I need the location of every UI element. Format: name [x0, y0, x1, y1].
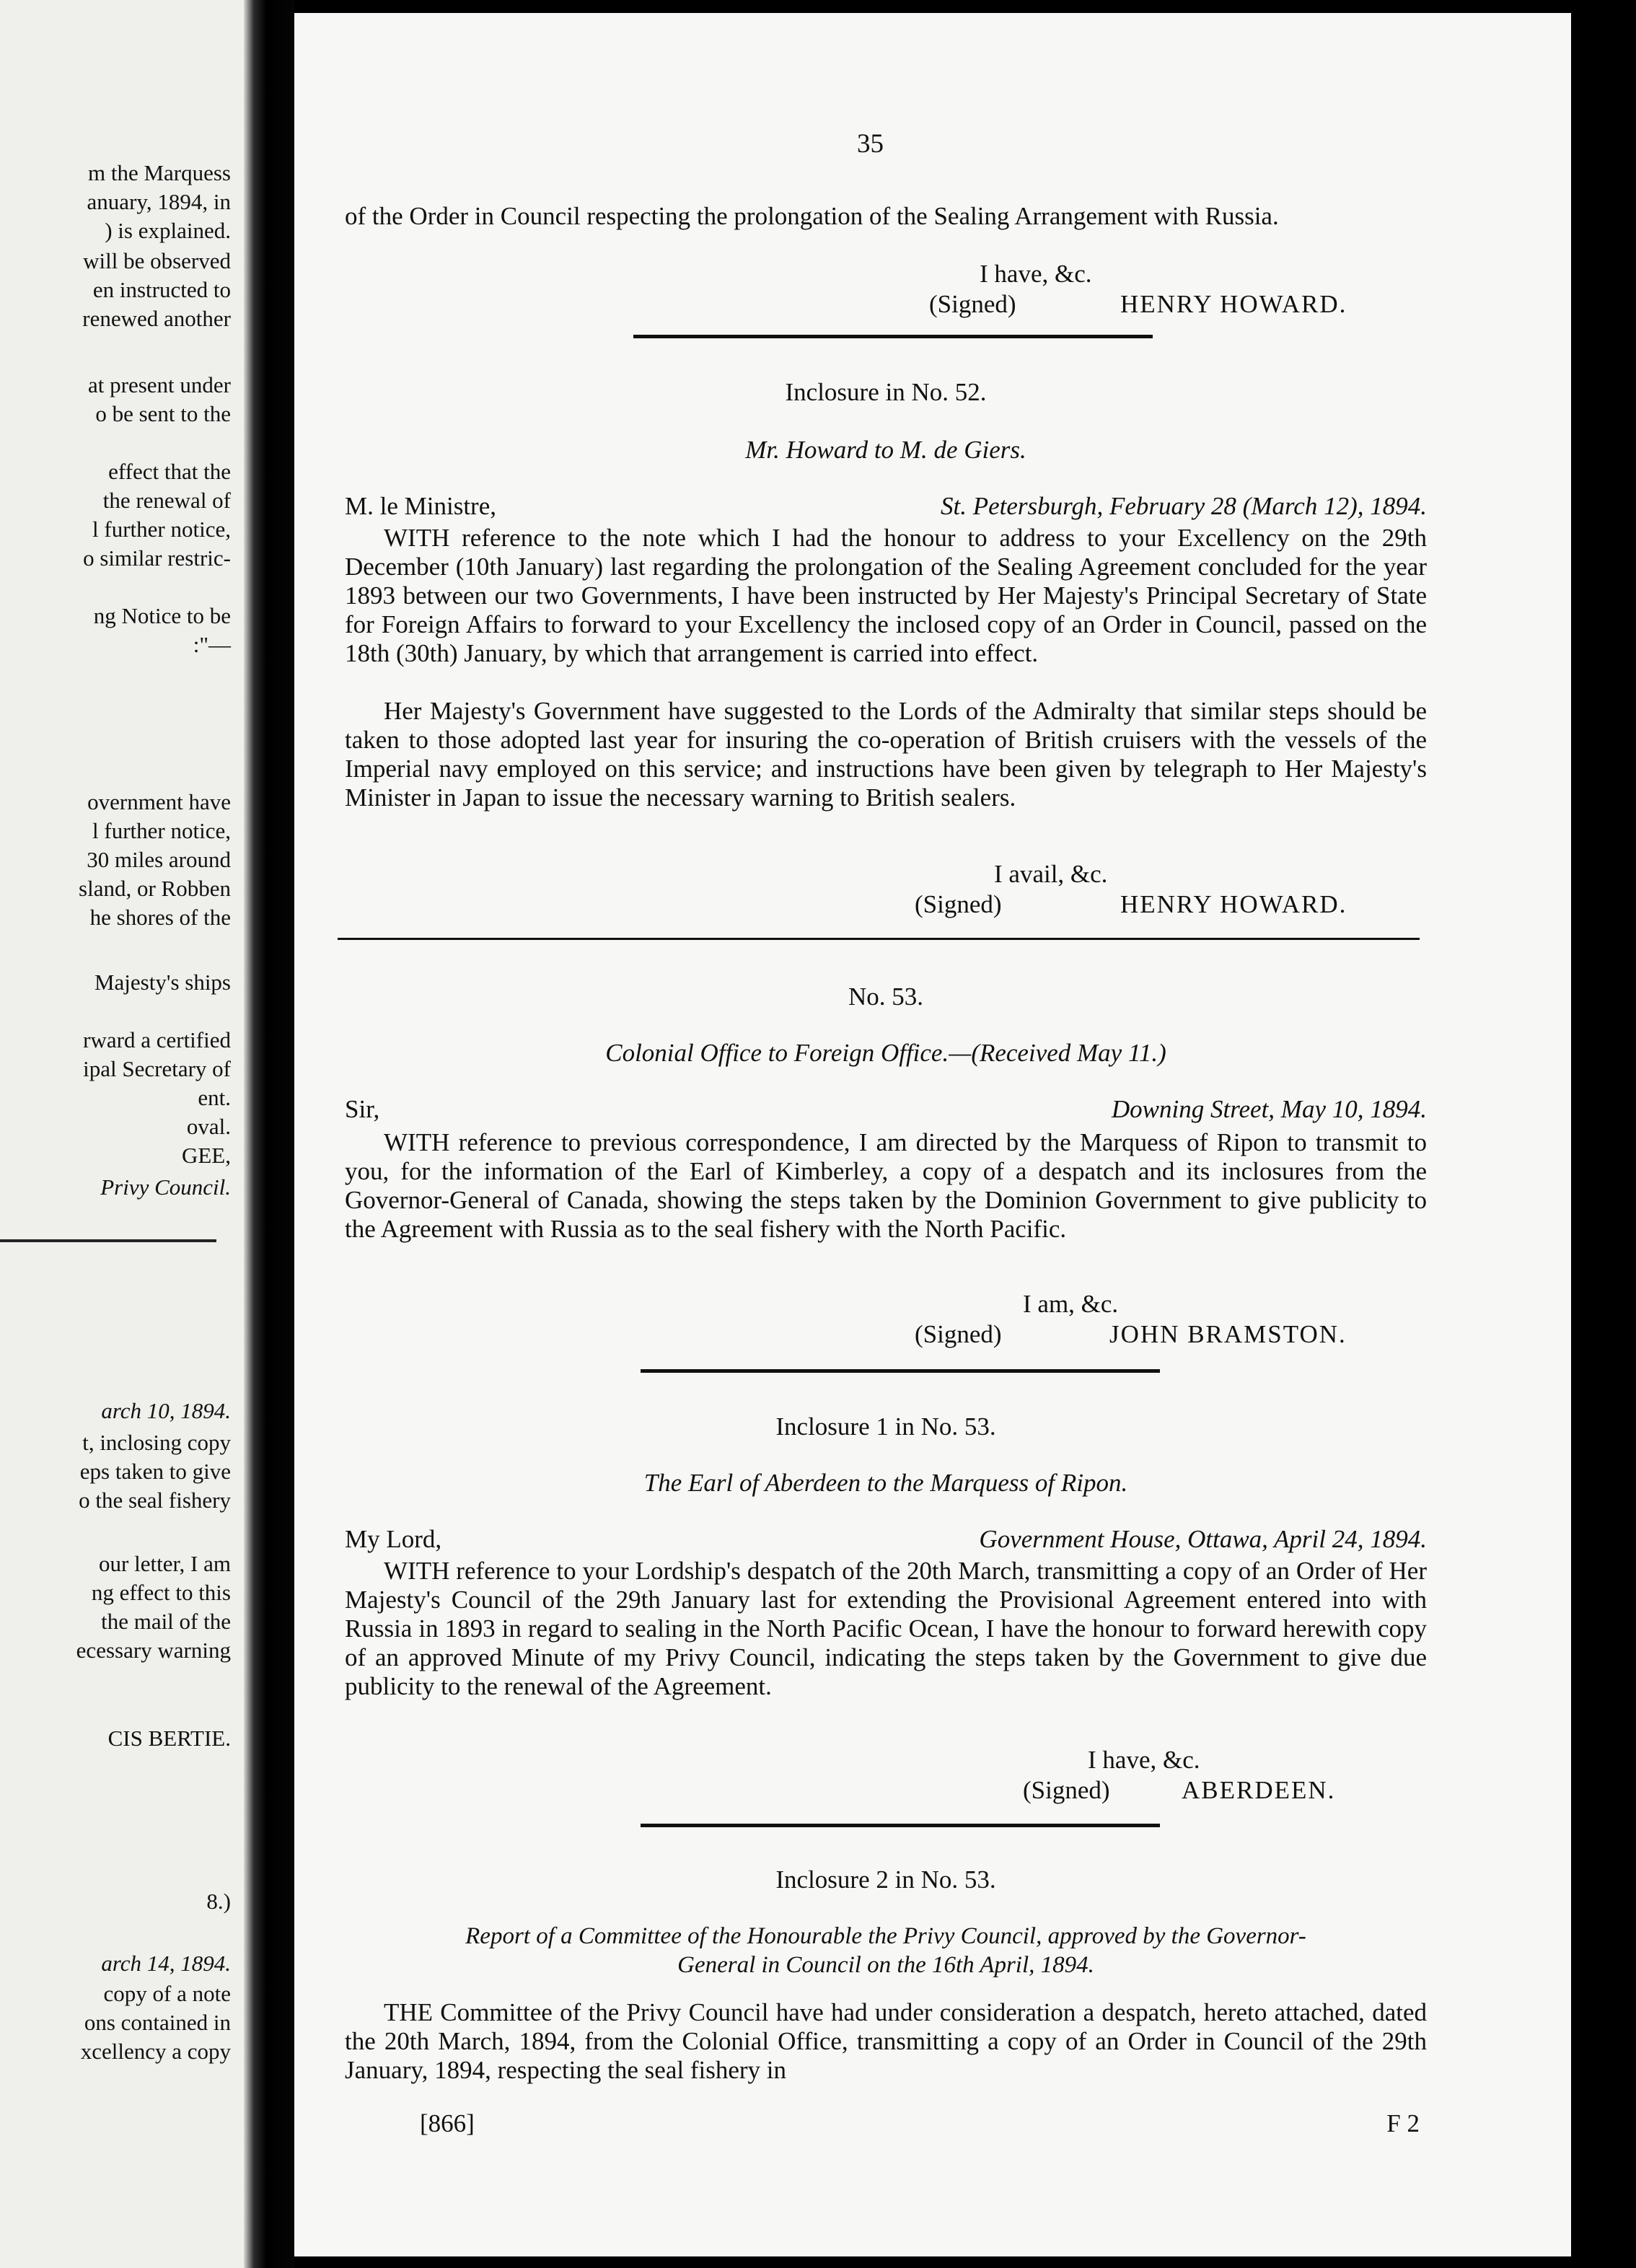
page-footer [345, 2109, 1427, 2138]
left-page-text-fragment: Majesty's ships [94, 970, 231, 995]
inclosure-1-paragraph: WITH reference to your Lordship's despatch of the 20th March, transmitting a copy of an Order of Her Majesty's Council of the 29th January last for extending the Provisional Agreement entered into with Russia in 1893 in regard to sealing in the North Pacific Ocean, I have the honour to forward herewith copy of an approved Minute of my Privy Council, indicating the steps taken by the Government to give due publicity to the renewal of the Agreement. [345, 1557, 1427, 1700]
inclosure-1-title: The Earl of Aberdeen to the Marquess of Ripon. [643, 1469, 1128, 1497]
inclosure-52-title: Mr. Howard to M. de Giers. [745, 436, 1026, 464]
left-page-text-fragment: copy of a note [103, 1981, 231, 2006]
document-no-53-header-line [345, 1095, 1427, 1124]
inclosure-1-header-line [345, 1525, 1427, 1554]
dateline: Government House, Ottawa, April 24, 1894. [979, 1525, 1427, 1553]
left-page-text-fragment: GEE, [181, 1143, 231, 1168]
left-page-text-fragment: xcellency a copy [80, 2039, 231, 2064]
left-page-text-fragment: m the Marquess [87, 160, 231, 185]
section-rule [641, 1824, 1160, 1827]
left-page-text-fragment: our letter, I am [99, 1551, 231, 1576]
left-page-text-fragment: the renewal of [102, 488, 231, 513]
inclosure-2-heading: Inclosure 2 in No. 53. [775, 1865, 996, 1894]
opening-paragraph: of the Order in Council respecting the prolongation of the Sealing Arrangement with Russia. [345, 202, 1279, 230]
dateline: Downing Street, May 10, 1894. [1111, 1095, 1427, 1123]
signed-1: (Signed) [929, 290, 1016, 318]
salutation: Sir, [345, 1095, 380, 1123]
left-page-text-fragment: o be sent to the [95, 401, 231, 426]
footer-left: [866] [420, 2109, 475, 2137]
inclosure-2-paragraph: THE Committee of the Privy Council have had under consideration a despatch, hereto attached, dated the 20th March, 1894, from the Colonial Office, transmitting a copy of an Order in Council of the 29th January, 1894, respecting the seal fishery in [345, 1998, 1427, 2084]
signed-2: (Signed) [915, 890, 1002, 918]
page-number: 35 [857, 129, 884, 159]
inclosure-1-heading: Inclosure 1 in No. 53. [775, 1412, 996, 1441]
left-page-text-fragment: ipal Secretary of [83, 1056, 231, 1081]
section-rule [641, 1369, 1160, 1373]
left-page-text-fragment: rward a certified [83, 1027, 231, 1052]
left-page-text-fragment: ) is explained. [105, 218, 231, 243]
left-page-text-fragment: the mail of the [101, 1609, 231, 1634]
left-page-text-fragment: effect that the [108, 459, 231, 484]
left-page-text-fragment: sland, or Robben [79, 876, 231, 901]
section-rule [633, 335, 1153, 338]
left-page-text-fragment: CIS BERTIE. [107, 1726, 231, 1751]
left-page-text-fragment: oval. [186, 1114, 231, 1139]
footer-right: F 2 [1386, 2109, 1420, 2137]
closing-2: I avail, &c. [994, 860, 1108, 888]
left-page-text-fragment: eps taken to give [79, 1459, 231, 1484]
left-page-text-fragment: o the seal fishery [79, 1487, 231, 1513]
salutation: M. le Ministre, [345, 492, 496, 520]
inclosure-52-header-line [345, 492, 1427, 521]
signer-3: JOHN BRAMSTON. [1109, 1320, 1347, 1348]
document-no-53-heading: No. 53. [848, 983, 924, 1011]
left-page-text-fragment: will be observed [83, 248, 231, 273]
inclosure-2-title-line-1: Report of a Committee of the Honourable the Privy Council, approved by the Governor- [465, 1923, 1306, 1949]
left-page-text-fragment: ng effect to this [91, 1580, 231, 1605]
left-page-text-fragment: renewed another [82, 306, 231, 331]
dateline: St. Petersburgh, February 28 (March 12), 1894. [941, 492, 1427, 520]
book-gutter [244, 0, 294, 2268]
left-page-text-fragment: arch 10, 1894. [101, 1398, 231, 1423]
left-page-text-fragment: 30 miles around [87, 847, 231, 872]
left-page-text-fragment: ent. [198, 1085, 231, 1110]
left-page-text-fragment: l further notice, [92, 818, 231, 843]
left-page-text-fragment: Privy Council. [100, 1174, 231, 1200]
main-page [294, 13, 1571, 2256]
closing-1: I have, &c. [980, 260, 1092, 288]
left-page-text-fragment: ng Notice to be [93, 603, 231, 628]
left-page-text-fragment: at present under [88, 372, 231, 397]
left-page-text-fragment: o similar restric- [83, 545, 231, 571]
inclosure-52-paragraph-1: WITH reference to the note which I had the honour to address to your Excellency on the 29th December (10th January) last regarding the prolongation of the Sealing Agreement concluded for the year 1893 between our two Governments, I have been instructed by Her Majesty's Principal Secretary of State for Foreign Affairs to forward to your Excellency the inclosed copy of an Order in Council, passed on the 18th (30th) January, by which that arrangement is carried into effect. [345, 524, 1427, 667]
signer-1: HENRY HOWARD. [1120, 290, 1347, 318]
signed-3: (Signed) [915, 1320, 1002, 1348]
right-scan-border [1571, 0, 1636, 2268]
left-page-text-fragment: ons contained in [84, 2010, 231, 2035]
left-page-text-fragment: l further notice, [92, 517, 231, 542]
left-page-text-fragment: ecessary warning [76, 1638, 231, 1663]
left-page-text-fragment: t, inclosing copy [82, 1430, 231, 1455]
document-no-53-title: Colonial Office to Foreign Office.—(Received May 11.) [605, 1039, 1166, 1067]
left-page-text-fragment: anuary, 1894, in [87, 189, 231, 214]
inclosure-2-title-line-2: General in Council on the 16th April, 1894. [677, 1952, 1094, 1978]
left-page-text-fragment: arch 14, 1894. [101, 1951, 231, 1976]
closing-4: I have, &c. [1088, 1746, 1200, 1774]
full-width-rule [338, 938, 1420, 940]
left-page-text-fragment: he shores of the [89, 905, 231, 930]
closing-3: I am, &c. [1023, 1290, 1119, 1318]
inclosure-52-paragraph-2: Her Majesty's Government have suggested to the Lords of the Admiralty that similar steps should be taken to those adopted last year for insuring the co-operation of British cruisers with the vessels of the Imperial navy employed on this service; and instructions have been given by telegraph to Her Majesty's Minister in Japan to issue the necessary warning to British sealers. [345, 697, 1427, 812]
left-page-fragment [0, 0, 244, 2268]
left-page-text-fragment: en instructed to [92, 277, 231, 302]
salutation: My Lord, [345, 1525, 442, 1553]
left-page-rule [0, 1239, 216, 1242]
signer-2: HENRY HOWARD. [1120, 890, 1347, 918]
signed-4: (Signed) [1023, 1776, 1110, 1804]
document-no-53-paragraph: WITH reference to previous correspondence, I am directed by the Marquess of Ripon to transmit to you, for the information of the Earl of Kimberley, a copy of a despatch and its inclosures from the Governor-General of Canada, showing the steps taken by the Dominion Government to give publicity to the Agreement with Russia as to the seal fishery with the North Pacific. [345, 1128, 1427, 1243]
left-page-text-fragment: overnment have [87, 789, 231, 814]
signer-4: ABERDEEN. [1182, 1776, 1336, 1804]
left-page-text-fragment: 8.) [206, 1889, 231, 1914]
inclosure-52-heading: Inclosure in No. 52. [785, 378, 987, 406]
left-page-text-fragment: :"— [193, 632, 231, 657]
